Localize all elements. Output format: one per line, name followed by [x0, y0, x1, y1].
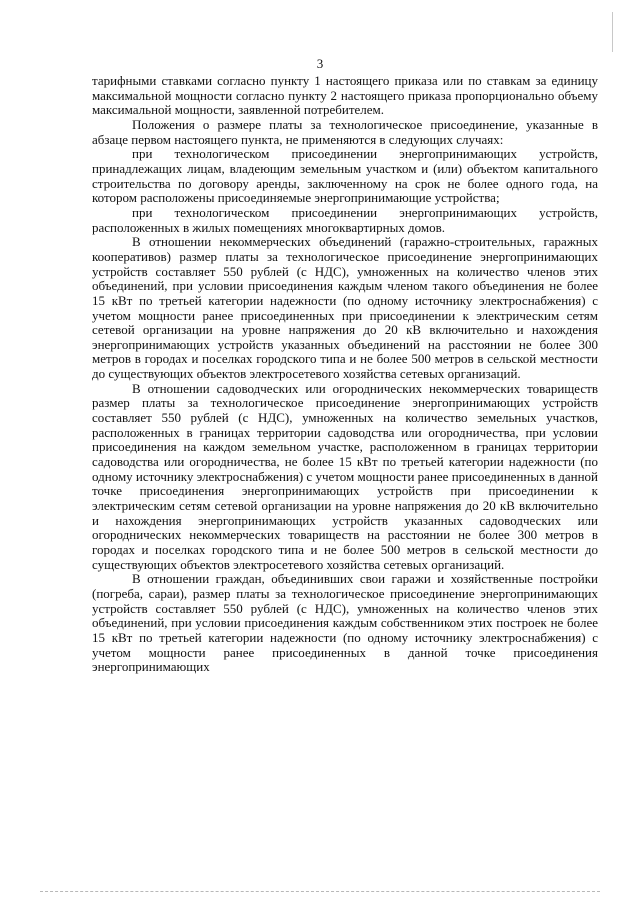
paragraph-garden-partnerships: В отношении садоводческих или огороднических некоммерческих товариществ размер платы за технологическое присоединение энергопринимающих устройств составляет 550 рублей (с НДС), умноженных на количество земельных участков, расположенных в границах территории садоводства или огородничества, при условии присоединения на каждом земельном участке, расположенном в границах территории садоводства или огородничества, не более 15 кВт по третьей категории надежности (по одному источнику электроснабжения) с учетом мощности ранее присоединенных в данной точке присоединения энергопринимающих устройств при присоединении к электрическим сетям сетевой организации на уровне напряжения до 20 кВ включительно и нахождения энергопринимающих устройств указанных садоводческих или огороднических некоммерческих товариществ на расстоянии не более 300 метров в городах и поселках городского типа и не более 500 метров в сельской местности до существующих объектов электросетевого хозяйства сетевых организаций. — [92, 380, 598, 572]
paragraph-exceptions-intro: Положения о размере платы за технологическое присоединение, указанные в абзаце первом настоящего пункта, не применяются в следующих случаях: — [92, 116, 598, 147]
page-number: 3 — [316, 56, 324, 71]
paragraph-exception-apartments: при технологическом присоединении энергопринимающих устройств, расположенных в жилых помещениях многоквартирных домов. — [92, 204, 598, 235]
paragraph-continuation: тарифными ставками согласно пункту 1 настоящего приказа или по ставкам за единицу максимальной мощности согласно пункту 2 настоящего приказа пропорционально объему максимальной мощности, заявленной потребителем. — [92, 73, 598, 118]
scan-bottom-edge — [40, 891, 600, 892]
paragraph-citizens-garages: В отношении граждан, объединивших свои гаражи и хозяйственные постройки (погреба, сараи), размер платы за технологическое присоединение энергопринимающих устройств составляет 550 рублей (с НДС), умноженных на количество членов этих объединений, при условии присоединения каждым собственником этих построек не более 15 кВт по третьей категории надежности (по одному источнику электроснабжения) с учетом мощности ранее присоединенных в данной точке присоединения энергопринимающих — [92, 571, 598, 675]
document-body — [92, 74, 598, 675]
paragraph-exception-lease: при технологическом присоединении энергопринимающих устройств, принадлежащих лицам, владеющим земельным участком и (или) объектом капитального строительства по договору аренды, заключенному на срок не более одного года, на котором расположены присоединяемые энергопринимающие устройства; — [92, 146, 598, 206]
scan-edge-mark — [612, 12, 613, 52]
paragraph-garage-cooperatives: В отношении некоммерческих объединений (гаражно-строительных, гаражных кооперативов) размер платы за технологическое присоединение энергопринимающих устройств составляет 550 рублей (с НДС), умноженных на количество членов этих объединений, при условии присоединения каждым членом такого объединения не более 15 кВт по третьей категории надежности (по одному источнику электроснабжения) с учетом мощности ранее присоединенных при присоединении к электрическим сетям сетевой организации на уровне напряжения до 20 кВ включительно и нахождения энергопринимающих устройств указанных объединений на расстоянии не более 300 метров в городах и поселках городского типа и не более 500 метров в сельской местности до существующих объектов электросетевого хозяйства сетевых организаций. — [92, 234, 598, 382]
